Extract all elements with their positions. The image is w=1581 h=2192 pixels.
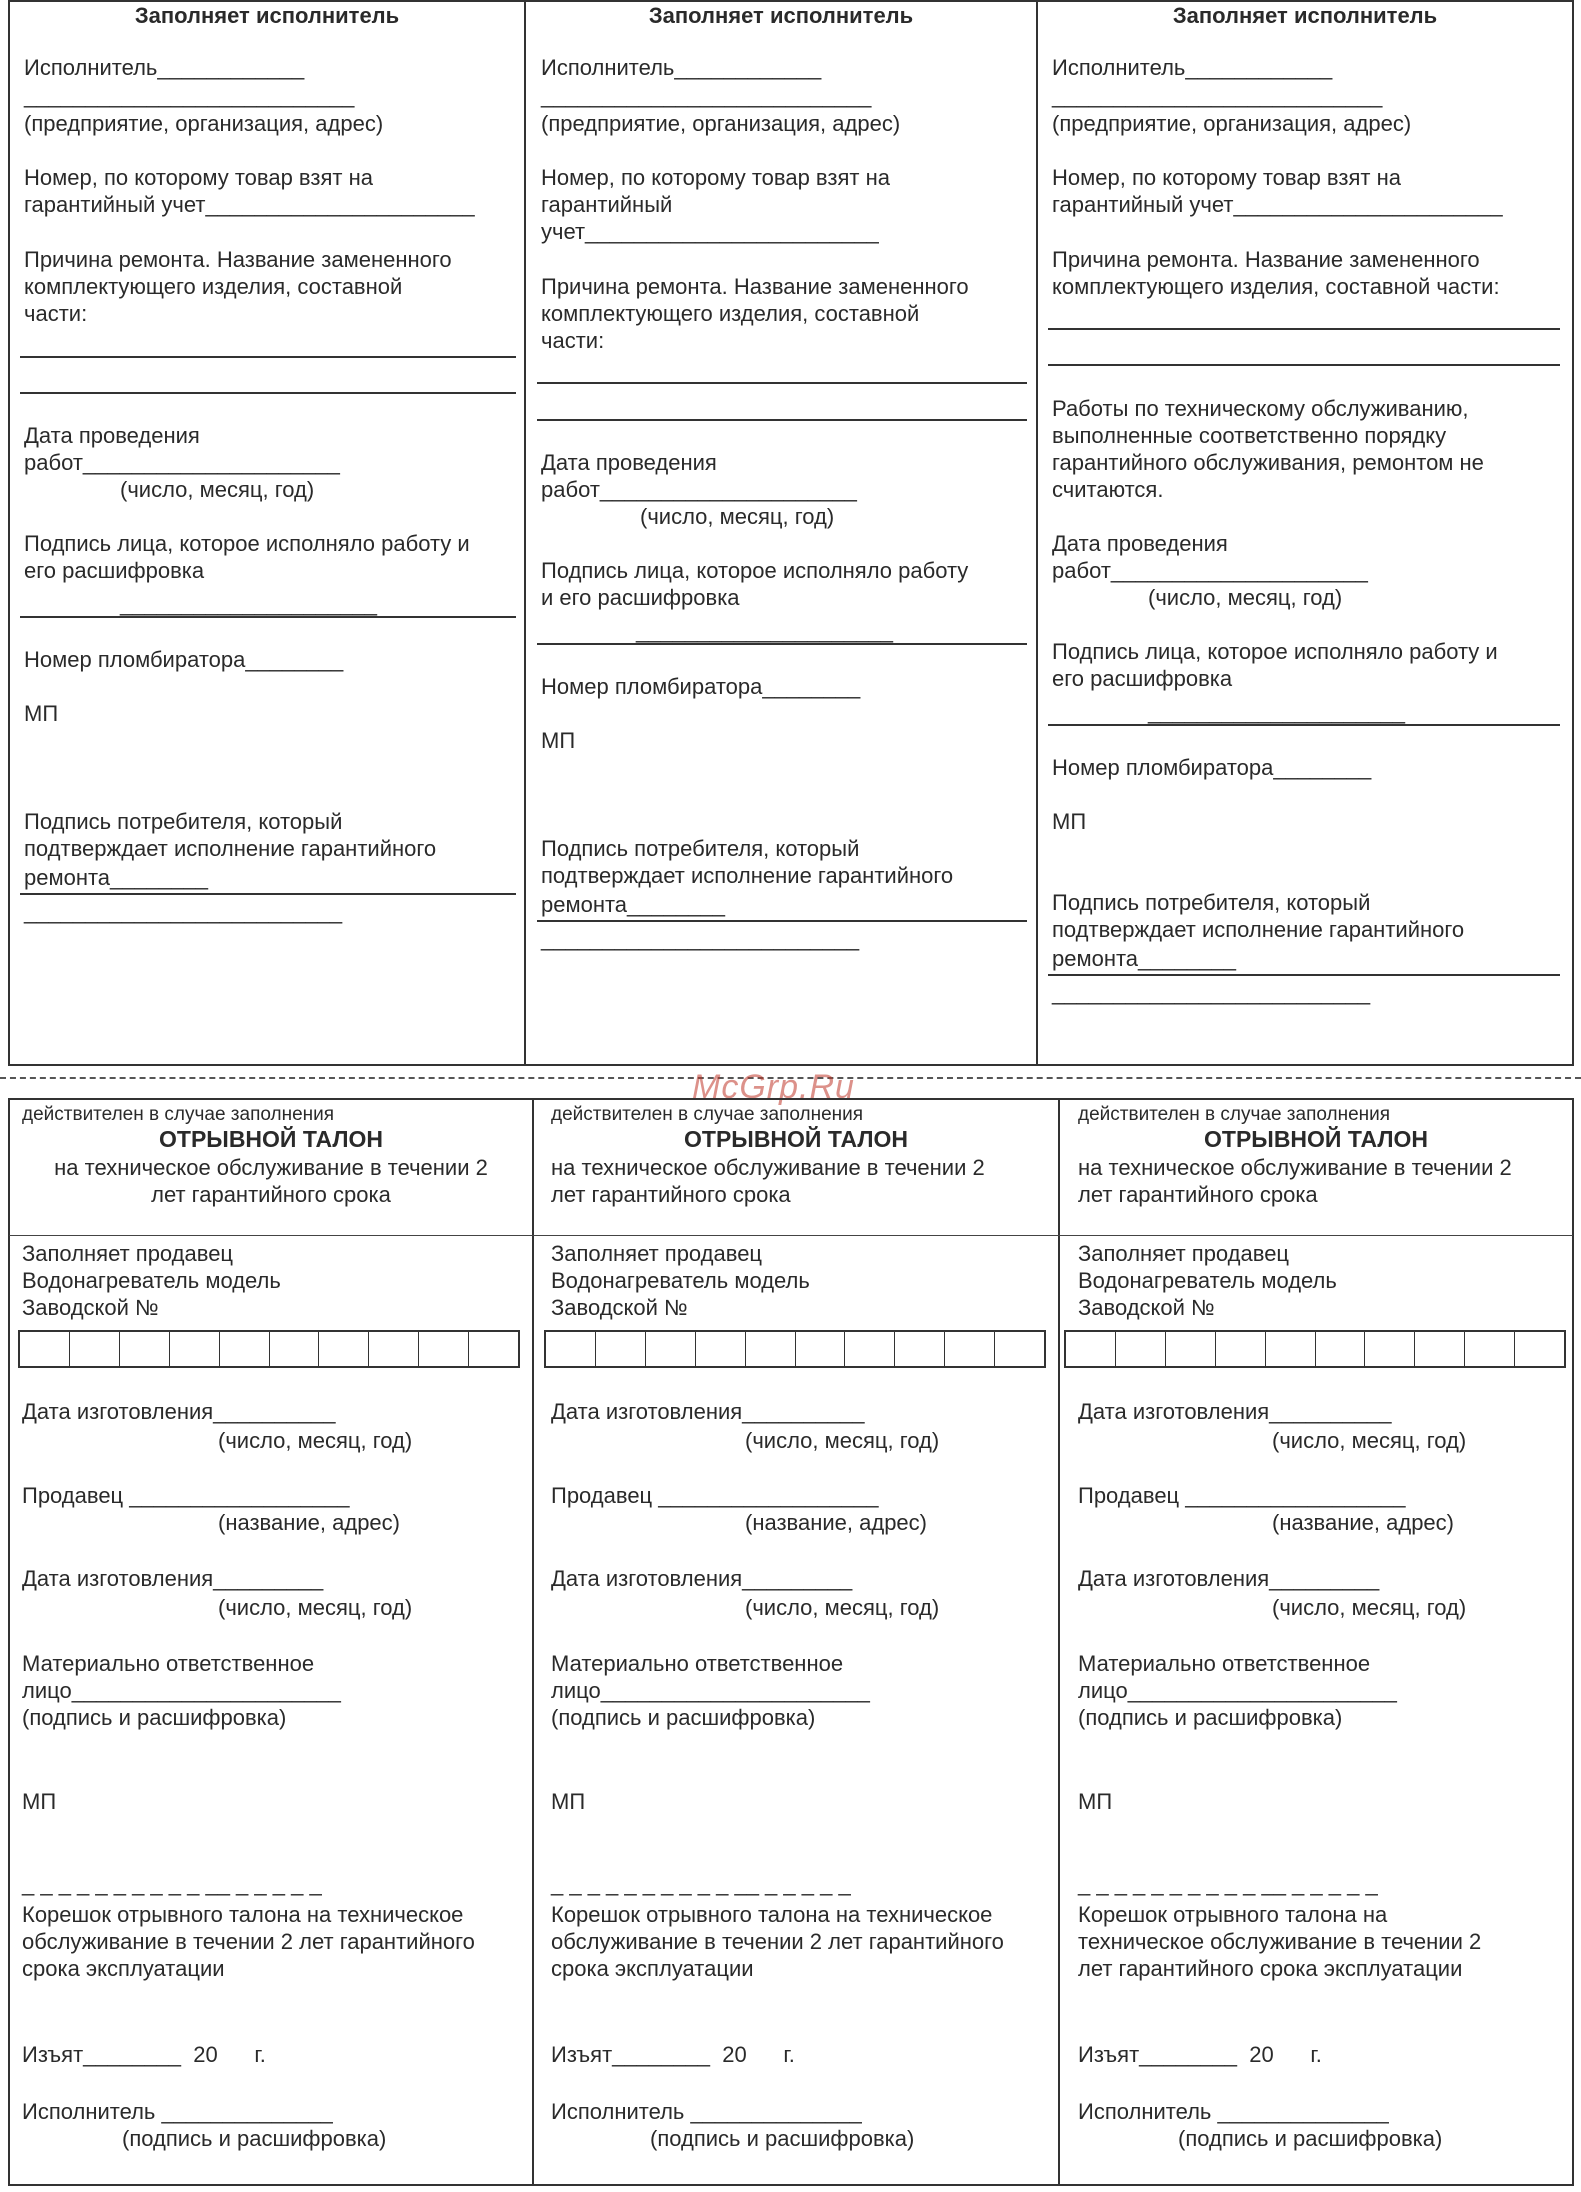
consumer-field: ремонта________: [541, 892, 725, 917]
taken-field: Изъят________ 20 г.: [22, 2042, 266, 2067]
reason-label-2: комплектующего изделия, составной части:: [1052, 274, 1500, 299]
model-label: Водонагреватель модель: [22, 1268, 281, 1293]
stub-label: Корешок отрывного талона на: [1078, 1902, 1388, 1927]
maintenance-note-4: считаются.: [1052, 477, 1164, 502]
stub-label-2: обслуживание в течении 2 лет гарантийного: [551, 1929, 1004, 1954]
consumer-label-2: подтверждает исполнение гарантийного: [1052, 917, 1465, 942]
maintenance-note-2: выполненные соответственно порядку: [1052, 423, 1447, 448]
maintenance-note-3: гарантийного обслуживания, ремонтом не: [1052, 450, 1484, 475]
executor-field: Исполнитель ______________: [22, 2099, 333, 2124]
responsible-field: лицо______________________: [551, 1678, 870, 1703]
consumer-field-2: __________________________: [1052, 980, 1371, 1005]
mfg-date-hint: (число, месяц, год): [1272, 1428, 1467, 1453]
consumer-field-2: __________________________: [541, 926, 860, 951]
reason-line-2: [20, 392, 516, 394]
consumer-line: [537, 920, 1027, 922]
reason-label-3: части:: [24, 301, 88, 326]
executor-hint: (подпись и расшифровка): [650, 2126, 915, 2151]
seller-hint: (название, адрес): [1272, 1510, 1454, 1535]
signature-field: _____________________: [1148, 699, 1405, 724]
executor-hint: (подпись и расшифровка): [1178, 2126, 1443, 2151]
seller-fills: Заполняет продавец: [22, 1241, 234, 1266]
stamp-label: МП: [1078, 1789, 1113, 1814]
valid-note: действителен в случае заполнения: [551, 1104, 864, 1125]
sealer-field: Номер пломбиратора________: [541, 674, 861, 699]
stub-label-3: срока эксплуатации: [22, 1956, 225, 1981]
responsible-hint: (подпись и расшифровка): [22, 1705, 287, 1730]
date-label: Дата проведения: [1052, 531, 1228, 556]
coupon-subtitle-2: лет гарантийного срока: [151, 1182, 391, 1207]
signature-line: [1048, 724, 1560, 726]
number-label: Номер, по которому товар взят на: [1052, 165, 1401, 190]
executor-field: Исполнитель____________: [1052, 55, 1333, 80]
number-field: гарантийный учет______________________: [1052, 192, 1503, 217]
dash-row: _ _ _ _ _ _ _ _ _ _ __ _ _ _ _ _: [22, 1871, 322, 1896]
coupon-subtitle: на техническое обслуживание в течении 2: [54, 1155, 488, 1180]
date-hint: (число, месяц, год): [1148, 585, 1343, 610]
mfg-date-hint-2: (число, месяц, год): [218, 1595, 413, 1620]
executor-field-line2: ___________________________: [24, 83, 355, 108]
responsible-hint: (подпись и расшифровка): [1078, 1705, 1343, 1730]
column-header: Заполняет исполнитель: [648, 3, 914, 28]
reason-label-3: части:: [541, 328, 605, 353]
signature-label-2: его расшифровка: [1052, 666, 1233, 691]
stub-label-2: техническое обслуживание в течении 2: [1078, 1929, 1482, 1954]
responsible-label: Материально ответственное: [22, 1651, 315, 1676]
consumer-line: [20, 893, 516, 895]
coupon-frame: [8, 1098, 1574, 2186]
date-field: работ_____________________: [24, 450, 340, 475]
executor-field: Исполнитель ______________: [551, 2099, 862, 2124]
seller-fills: Заполняет продавец: [1078, 1241, 1290, 1266]
coupon-subtitle: на техническое обслуживание в течении 2: [1078, 1155, 1512, 1180]
mfg-date-hint: (число, месяц, год): [218, 1428, 413, 1453]
coupon-subtitle-2: лет гарантийного срока: [551, 1182, 791, 1207]
signature-field: _____________________: [636, 618, 893, 643]
consumer-label: Подпись потребителя, который: [1052, 890, 1371, 915]
responsible-field: лицо______________________: [1078, 1678, 1397, 1703]
taken-field: Изъят________ 20 г.: [551, 2042, 795, 2067]
date-hint: (число, месяц, год): [640, 504, 835, 529]
mfg-date-field-2: Дата изготовления_________: [551, 1566, 853, 1591]
mfg-date-field: Дата изготовления__________: [22, 1399, 336, 1424]
serial-number-cells: [1064, 1330, 1566, 1368]
coupon-header-divider: [9, 1235, 1573, 1236]
signature-label-2: и его расшифровка: [541, 585, 740, 610]
column-header: Заполняет исполнитель: [134, 3, 400, 28]
org-hint: (предприятие, организация, адрес): [24, 111, 384, 136]
seller-field: Продавец __________________: [22, 1483, 350, 1508]
signature-label: Подпись лица, которое исполняло работу: [541, 558, 969, 583]
maintenance-note: Работы по техническому обслуживанию,: [1052, 396, 1469, 421]
mfg-date-hint: (число, месяц, год): [745, 1428, 940, 1453]
serial-label: Заводской №: [22, 1295, 159, 1320]
number-label: Номер, по которому товар взят на: [541, 165, 890, 190]
date-field: работ_____________________: [541, 477, 857, 502]
reason-label: Причина ремонта. Название замененного: [1052, 247, 1480, 272]
number-field: учет________________________: [541, 219, 879, 244]
coupon-subtitle: на техническое обслуживание в течении 2: [551, 1155, 985, 1180]
top-divider-2: [1036, 0, 1038, 1066]
mfg-date-field-2: Дата изготовления_________: [22, 1566, 324, 1591]
signature-field: _____________________: [120, 591, 377, 616]
sealer-field: Номер пломбиратора________: [24, 647, 344, 672]
consumer-label: Подпись потребителя, который: [24, 809, 343, 834]
consumer-field-2: __________________________: [24, 899, 343, 924]
executor-field: Исполнитель____________: [541, 55, 822, 80]
responsible-field: лицо______________________: [22, 1678, 341, 1703]
date-field: работ_____________________: [1052, 558, 1368, 583]
date-label: Дата проведения: [24, 423, 200, 448]
reason-line-2: [537, 419, 1027, 421]
responsible-label: Материально ответственное: [1078, 1651, 1371, 1676]
executor-field: Исполнитель ______________: [1078, 2099, 1389, 2124]
seller-fills: Заполняет продавец: [551, 1241, 763, 1266]
stub-label-3: срока эксплуатации: [551, 1956, 754, 1981]
model-label: Водонагреватель модель: [1078, 1268, 1337, 1293]
reason-label: Причина ремонта. Название замененного: [24, 247, 452, 272]
stub-label-2: обслуживание в течении 2 лет гарантийного: [22, 1929, 475, 1954]
taken-field: Изъят________ 20 г.: [1078, 2042, 1322, 2067]
consumer-field: ремонта________: [24, 865, 208, 890]
serial-number-cells: [18, 1330, 520, 1368]
reason-line-1: [20, 356, 516, 358]
reason-label-2: комплектующего изделия, составной: [541, 301, 920, 326]
executor-hint: (подпись и расшифровка): [122, 2126, 387, 2151]
signature-line: [20, 616, 516, 618]
model-label: Водонагреватель модель: [551, 1268, 810, 1293]
number-field: гарантийный учет______________________: [24, 192, 475, 217]
consumer-field: ремонта________: [1052, 946, 1236, 971]
watermark: McGrp.Ru: [692, 1068, 855, 1106]
reason-line-2: [1048, 364, 1560, 366]
signature-label-2: его расшифровка: [24, 558, 205, 583]
signature-label: Подпись лица, которое исполняло работу и: [24, 531, 470, 556]
coupon-subtitle-2: лет гарантийного срока: [1078, 1182, 1318, 1207]
stub-label: Корешок отрывного талона на техническое: [22, 1902, 464, 1927]
signature-label: Подпись лица, которое исполняло работу и: [1052, 639, 1498, 664]
number-label: Номер, по которому товар взят на: [24, 165, 373, 190]
seller-field: Продавец __________________: [1078, 1483, 1406, 1508]
number-label-2: гарантийный: [541, 192, 673, 217]
coupon-divider-2: [1058, 1098, 1060, 2186]
consumer-line: [1048, 974, 1560, 976]
dash-row: _ _ _ _ _ _ _ _ _ _ __ _ _ _ _ _: [1078, 1871, 1378, 1896]
stamp-label: МП: [24, 701, 59, 726]
executor-field-line2: ___________________________: [541, 83, 872, 108]
serial-number-cells: [544, 1330, 1046, 1368]
mfg-date-field: Дата изготовления__________: [1078, 1399, 1392, 1424]
sealer-field: Номер пломбиратора________: [1052, 755, 1372, 780]
mfg-date-field-2: Дата изготовления_________: [1078, 1566, 1380, 1591]
stub-label-3: лет гарантийного срока эксплуатации: [1078, 1956, 1463, 1981]
reason-line-1: [1048, 328, 1560, 330]
org-hint: (предприятие, организация, адрес): [541, 111, 901, 136]
reason-line-1: [537, 382, 1027, 384]
executor-field: Исполнитель____________: [24, 55, 305, 80]
org-hint: (предприятие, организация, адрес): [1052, 111, 1412, 136]
coupon-title: ОТРЫВНОЙ ТАЛОН: [159, 1126, 383, 1152]
consumer-label-2: подтверждает исполнение гарантийного: [24, 836, 437, 861]
coupon-title: ОТРЫВНОЙ ТАЛОН: [684, 1126, 908, 1152]
dash-row: _ _ _ _ _ _ _ _ _ _ __ _ _ _ _ _: [551, 1871, 851, 1896]
consumer-label-2: подтверждает исполнение гарантийного: [541, 863, 954, 888]
top-divider-1: [524, 0, 526, 1066]
valid-note: действителен в случае заполнения: [1078, 1104, 1391, 1125]
column-header: Заполняет исполнитель: [1172, 3, 1438, 28]
coupon-title: ОТРЫВНОЙ ТАЛОН: [1204, 1126, 1428, 1152]
seller-hint: (название, адрес): [218, 1510, 400, 1535]
responsible-hint: (подпись и расшифровка): [551, 1705, 816, 1730]
signature-line: [537, 643, 1027, 645]
consumer-label: Подпись потребителя, который: [541, 836, 860, 861]
reason-label-2: комплектующего изделия, составной: [24, 274, 403, 299]
executor-field-line2: ___________________________: [1052, 83, 1383, 108]
stub-label: Корешок отрывного талона на техническое: [551, 1902, 993, 1927]
seller-field: Продавец __________________: [551, 1483, 879, 1508]
date-hint: (число, месяц, год): [120, 477, 315, 502]
stamp-label: МП: [22, 1789, 57, 1814]
responsible-label: Материально ответственное: [551, 1651, 844, 1676]
valid-note: действителен в случае заполнения: [22, 1104, 335, 1125]
date-label: Дата проведения: [541, 450, 717, 475]
mfg-date-field: Дата изготовления__________: [551, 1399, 865, 1424]
mfg-date-hint-2: (число, месяц, год): [745, 1595, 940, 1620]
mfg-date-hint-2: (число, месяц, год): [1272, 1595, 1467, 1620]
coupon-divider-1: [532, 1098, 534, 2186]
stamp-label: МП: [551, 1789, 586, 1814]
serial-label: Заводской №: [1078, 1295, 1215, 1320]
serial-label: Заводской №: [551, 1295, 688, 1320]
reason-label: Причина ремонта. Название замененного: [541, 274, 969, 299]
stamp-label: МП: [1052, 809, 1087, 834]
seller-hint: (название, адрес): [745, 1510, 927, 1535]
stamp-label: МП: [541, 728, 576, 753]
